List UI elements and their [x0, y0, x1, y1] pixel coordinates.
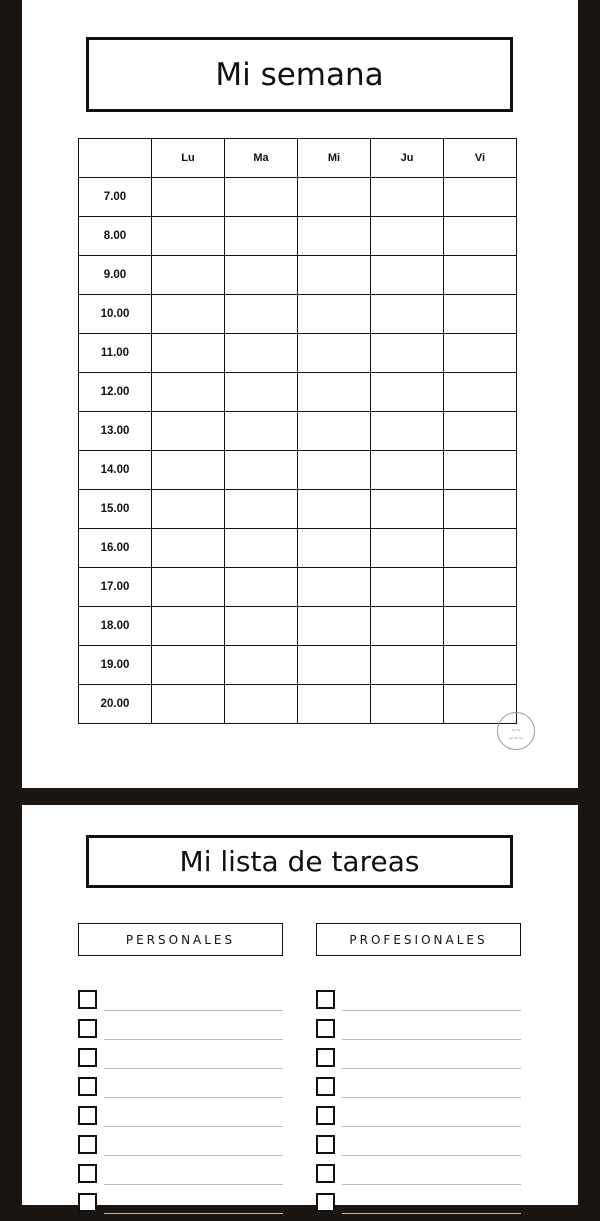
- schedule-cell[interactable]: [371, 412, 444, 451]
- profesionales-task-list: [316, 989, 521, 1221]
- task-writing-line[interactable]: [342, 1213, 521, 1214]
- time-label: 17.00: [79, 568, 152, 607]
- schedule-cell[interactable]: [152, 178, 225, 217]
- schedule-cell[interactable]: [298, 607, 371, 646]
- time-label: 18.00: [79, 607, 152, 646]
- task-list-title: Mi lista de tareas: [86, 835, 513, 888]
- task-checkbox[interactable]: [78, 1193, 97, 1212]
- day-header: Ju: [371, 139, 444, 178]
- corner-cell: [79, 139, 152, 178]
- schedule-cell[interactable]: [444, 529, 517, 568]
- task-writing-line[interactable]: [104, 1039, 283, 1040]
- table-row: [79, 451, 517, 490]
- schedule-cell[interactable]: [371, 451, 444, 490]
- schedule-cell[interactable]: [152, 295, 225, 334]
- table-row: [79, 412, 517, 451]
- schedule-cell[interactable]: [152, 373, 225, 412]
- schedule-cell[interactable]: [225, 646, 298, 685]
- task-list-page: [22, 805, 578, 1205]
- time-label: 7.00: [79, 178, 152, 217]
- task-writing-line[interactable]: [104, 1068, 283, 1069]
- schedule-cell[interactable]: [225, 373, 298, 412]
- task-item: [78, 1047, 283, 1076]
- schedule-cell[interactable]: [444, 295, 517, 334]
- time-label: 15.00: [79, 490, 152, 529]
- task-checkbox[interactable]: [316, 990, 335, 1009]
- schedule-cell[interactable]: [225, 685, 298, 724]
- schedule-cell[interactable]: [298, 451, 371, 490]
- schedule-cell[interactable]: [371, 490, 444, 529]
- schedule-cell[interactable]: [444, 178, 517, 217]
- schedule-cell[interactable]: [371, 646, 444, 685]
- table-row: [79, 178, 517, 217]
- task-checkbox[interactable]: [316, 1019, 335, 1038]
- task-checkbox[interactable]: [78, 1048, 97, 1067]
- task-item: [316, 1163, 521, 1192]
- schedule-cell[interactable]: [444, 646, 517, 685]
- schedule-cell[interactable]: [371, 373, 444, 412]
- schedule-cell[interactable]: [298, 412, 371, 451]
- schedule-cell[interactable]: [225, 607, 298, 646]
- task-item: [78, 1134, 283, 1163]
- schedule-cell[interactable]: [444, 373, 517, 412]
- task-item: [316, 989, 521, 1018]
- task-writing-line[interactable]: [342, 1184, 521, 1185]
- time-label: 12.00: [79, 373, 152, 412]
- logo-stamp: ~ ~~ ~~~: [497, 712, 535, 750]
- schedule-cell[interactable]: [225, 178, 298, 217]
- schedule-cell[interactable]: [444, 607, 517, 646]
- day-header: Vi: [444, 139, 517, 178]
- task-writing-line[interactable]: [104, 1126, 283, 1127]
- task-item: [78, 1192, 283, 1221]
- schedule-cell[interactable]: [298, 178, 371, 217]
- task-item: [78, 1018, 283, 1047]
- table-row: [79, 646, 517, 685]
- personales-task-list: [78, 989, 283, 1221]
- task-writing-line[interactable]: [342, 1126, 521, 1127]
- schedule-cell[interactable]: [444, 256, 517, 295]
- task-item: [316, 1134, 521, 1163]
- task-writing-line[interactable]: [342, 1097, 521, 1098]
- time-label: 10.00: [79, 295, 152, 334]
- table-row: [79, 490, 517, 529]
- schedule-cell[interactable]: [298, 373, 371, 412]
- table-row: [79, 685, 517, 724]
- task-writing-line[interactable]: [104, 1010, 283, 1011]
- page-title: Mi semana: [86, 37, 513, 112]
- task-item: [78, 1076, 283, 1105]
- task-writing-line[interactable]: [104, 1155, 283, 1156]
- weekly-schedule-page: [22, 0, 578, 788]
- table-row: [79, 295, 517, 334]
- time-label: 14.00: [79, 451, 152, 490]
- schedule-cell[interactable]: [298, 685, 371, 724]
- schedule-cell[interactable]: [444, 412, 517, 451]
- table-row: [79, 568, 517, 607]
- table-row: [79, 529, 517, 568]
- table-row: [79, 256, 517, 295]
- task-item: [78, 989, 283, 1018]
- schedule-cell[interactable]: [152, 685, 225, 724]
- task-writing-line[interactable]: [342, 1155, 521, 1156]
- task-item: [316, 1105, 521, 1134]
- task-writing-line[interactable]: [104, 1213, 283, 1214]
- task-writing-line[interactable]: [104, 1097, 283, 1098]
- schedule-table: [78, 138, 517, 724]
- table-row: [79, 373, 517, 412]
- schedule-cell[interactable]: [152, 412, 225, 451]
- profesionales-header: PROFESIONALES: [316, 923, 521, 956]
- schedule-cell[interactable]: [298, 256, 371, 295]
- table-header-row: [79, 139, 517, 178]
- schedule-cell[interactable]: [371, 256, 444, 295]
- task-item: [316, 1192, 521, 1221]
- task-checkbox[interactable]: [316, 1164, 335, 1183]
- task-checkbox[interactable]: [316, 1193, 335, 1212]
- schedule-body: [79, 178, 517, 724]
- schedule-cell[interactable]: [152, 607, 225, 646]
- time-label: 11.00: [79, 334, 152, 373]
- task-checkbox[interactable]: [316, 1106, 335, 1125]
- schedule-cell[interactable]: [152, 451, 225, 490]
- schedule-cell[interactable]: [298, 217, 371, 256]
- time-label: 16.00: [79, 529, 152, 568]
- task-item: [78, 1163, 283, 1192]
- task-writing-line[interactable]: [342, 1068, 521, 1069]
- schedule-cell[interactable]: [371, 529, 444, 568]
- schedule-cell[interactable]: [298, 646, 371, 685]
- task-checkbox[interactable]: [316, 1135, 335, 1154]
- schedule-cell[interactable]: [152, 217, 225, 256]
- task-checkbox[interactable]: [78, 1077, 97, 1096]
- task-checkbox[interactable]: [78, 1019, 97, 1038]
- schedule-cell[interactable]: [152, 529, 225, 568]
- time-label: 9.00: [79, 256, 152, 295]
- schedule-cell[interactable]: [371, 217, 444, 256]
- schedule-cell[interactable]: [371, 295, 444, 334]
- time-label: 13.00: [79, 412, 152, 451]
- schedule-cell[interactable]: [225, 295, 298, 334]
- task-writing-line[interactable]: [342, 1039, 521, 1040]
- schedule-cell[interactable]: [444, 334, 517, 373]
- schedule-cell[interactable]: [298, 334, 371, 373]
- day-header: Lu: [152, 139, 225, 178]
- schedule-cell[interactable]: [225, 451, 298, 490]
- schedule-cell[interactable]: [225, 217, 298, 256]
- task-checkbox[interactable]: [316, 1048, 335, 1067]
- table-row: [79, 334, 517, 373]
- schedule-cell[interactable]: [225, 412, 298, 451]
- task-writing-line[interactable]: [342, 1010, 521, 1011]
- time-label: 19.00: [79, 646, 152, 685]
- task-writing-line[interactable]: [104, 1184, 283, 1185]
- task-checkbox[interactable]: [78, 990, 97, 1009]
- task-checkbox[interactable]: [316, 1077, 335, 1096]
- schedule-cell[interactable]: [298, 490, 371, 529]
- schedule-cell[interactable]: [371, 334, 444, 373]
- personales-header: PERSONALES: [78, 923, 283, 956]
- task-checkbox[interactable]: [78, 1106, 97, 1125]
- schedule-cell[interactable]: [371, 568, 444, 607]
- time-label: 8.00: [79, 217, 152, 256]
- schedule-cell[interactable]: [225, 256, 298, 295]
- schedule-cell[interactable]: [152, 490, 225, 529]
- schedule-cell[interactable]: [444, 217, 517, 256]
- schedule-cell[interactable]: [152, 334, 225, 373]
- task-checkbox[interactable]: [78, 1164, 97, 1183]
- time-label: 20.00: [79, 685, 152, 724]
- schedule-cell[interactable]: [225, 490, 298, 529]
- schedule-cell[interactable]: [152, 256, 225, 295]
- task-item: [316, 1076, 521, 1105]
- schedule-cell[interactable]: [444, 568, 517, 607]
- schedule-cell[interactable]: [298, 568, 371, 607]
- schedule-cell[interactable]: [371, 685, 444, 724]
- schedule-cell[interactable]: [298, 295, 371, 334]
- schedule-cell[interactable]: [152, 568, 225, 607]
- task-item: [316, 1018, 521, 1047]
- table-row: [79, 607, 517, 646]
- schedule-cell[interactable]: [152, 646, 225, 685]
- task-item: [316, 1047, 521, 1076]
- schedule-cell[interactable]: [225, 529, 298, 568]
- schedule-cell[interactable]: [298, 529, 371, 568]
- schedule-cell[interactable]: [371, 607, 444, 646]
- schedule-cell[interactable]: [225, 568, 298, 607]
- task-checkbox[interactable]: [78, 1135, 97, 1154]
- table-row: [79, 217, 517, 256]
- day-header: Mi: [298, 139, 371, 178]
- schedule-cell[interactable]: [444, 451, 517, 490]
- schedule-cell[interactable]: [225, 334, 298, 373]
- schedule-cell[interactable]: [371, 178, 444, 217]
- task-item: [78, 1105, 283, 1134]
- schedule-cell[interactable]: [444, 490, 517, 529]
- day-header: Ma: [225, 139, 298, 178]
